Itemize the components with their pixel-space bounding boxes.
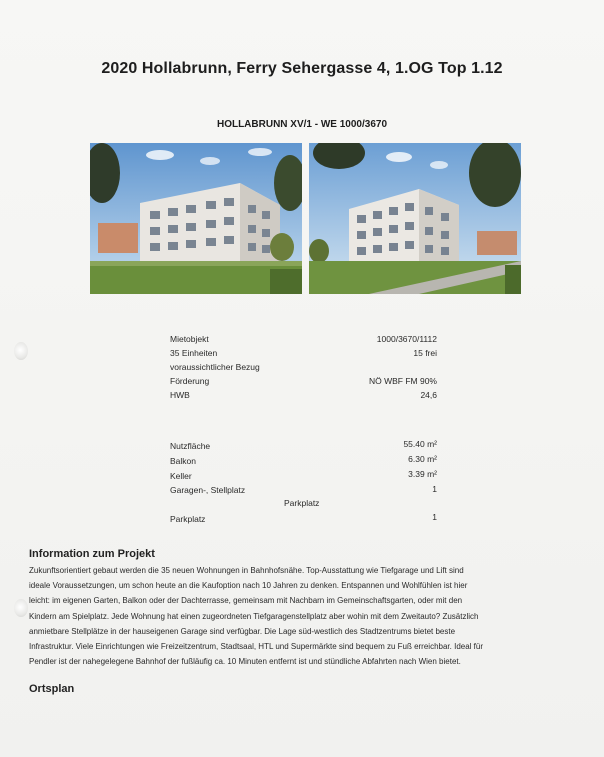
- nutzflaeche-value: 55.40 m²: [403, 439, 437, 449]
- info-line: Infrastruktur. Viele Einrichtungen wie Freizeitzentrum, Stadtsaal, HTL und Supermärkte sind bequem zu Fuß erreichbar. Ideal für: [29, 642, 483, 652]
- punch-hole: [14, 599, 28, 617]
- punch-hole: [14, 342, 28, 360]
- balkon-label: Balkon: [170, 456, 196, 466]
- balkon-value: 6.30 m²: [408, 454, 437, 464]
- nutzflaeche-label: Nutzfläche: [170, 441, 211, 451]
- garagen-label: Garagen-, Stellplatz: [170, 485, 246, 495]
- parkplatz-mid-label: Parkplatz: [284, 498, 320, 508]
- parkplatz-label: Parkplatz: [170, 514, 206, 524]
- mietobjekt-value: 1000/3670/1112: [376, 334, 437, 344]
- einheiten-label: 35 Einheiten: [170, 348, 218, 358]
- einheiten-value: 15 frei: [413, 348, 437, 358]
- info-line: Pendler ist der nahegelegene Bahnhof der fußläufig ca. 10 Minuten entfernt ist und stündliche Abfahrten nach Wien bietet.: [29, 657, 461, 667]
- foerderung-value: NÖ WBF FM 90%: [368, 376, 437, 386]
- building-photo-icon: [90, 143, 302, 294]
- building-photo-left: [90, 143, 302, 294]
- info-paragraph: [29, 563, 577, 669]
- info-line: Kindern am Spielplatz. Jede Wohnung hat einen zugeordneten Tiefgaragenstellplatz aber wohin mit dem Zweitauto? Zusätzlich: [29, 611, 479, 621]
- bezug-label: voraussichtlicher Bezug: [170, 362, 260, 372]
- foerderung-label: Förderung: [170, 376, 210, 386]
- hwb-value: 24,6: [420, 390, 437, 400]
- mietobjekt-label: Mietobjekt: [170, 334, 209, 344]
- info-line: ideale Voraussetzungen, um schon heute an die Kaufoption nach 10 Jahren zu denken. Entspannen und Wohlfühlen ist hier: [29, 581, 468, 591]
- keller-value: 3.39 m²: [408, 469, 437, 479]
- building-photo-icon: [309, 143, 521, 294]
- info-line: Zukunftsorientiert gebaut werden die 35 neuen Wohnungen in Bahnhofsnähe. Top-Ausstattung wie Tiefgarage und Lift sind: [29, 566, 464, 575]
- building-photo-right: [309, 143, 521, 294]
- project-subtitle: HOLLABRUNN XV/1 - WE 1000/3670: [216, 119, 388, 130]
- keller-label: Keller: [170, 471, 192, 481]
- hwb-label: HWB: [170, 390, 190, 400]
- document-title: 2020 Hollabrunn, Ferry Sehergasse 4, 1.OG Top 1.12: [101, 60, 503, 77]
- info-line: anmietbare Stellplätze in der hauseigenen Garage sind verfügbar. Die Lage süd-westlich des Stadtzentrums bietet beste: [29, 626, 456, 636]
- garagen-value: 1: [432, 484, 437, 494]
- info-line: leicht: im eigenen Garten, Balkon oder der Dachterrasse, gemeinsam mit Nachbarn im Gemeinschaftsgarten, oder mit den: [29, 596, 463, 606]
- info-heading: Information zum Projekt: [29, 548, 155, 560]
- ortsplan-heading: Ortsplan: [29, 683, 75, 695]
- parkplatz-value: 1: [432, 512, 437, 522]
